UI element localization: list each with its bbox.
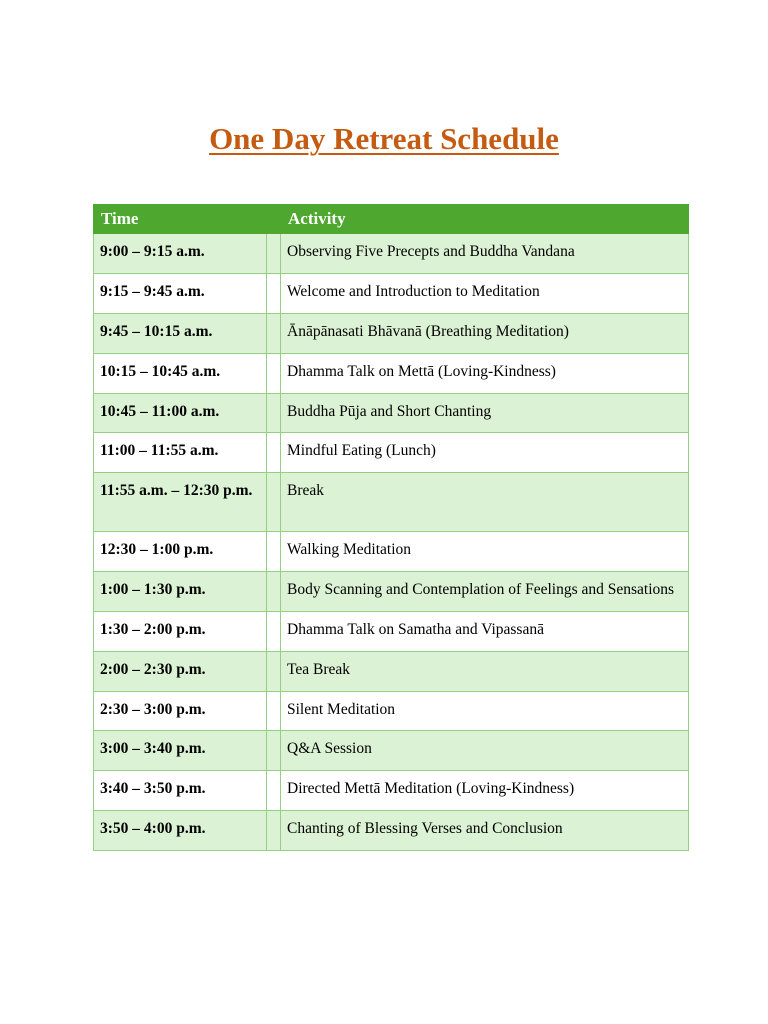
table-row: [94, 532, 689, 572]
time-cell: 10:45 – 11:00 a.m.: [94, 394, 267, 433]
time-cell: 12:30 – 1:00 p.m.: [94, 532, 267, 572]
activity-cell: Directed Mettā Meditation (Loving-Kindness): [281, 771, 689, 811]
activity-cell: Dhamma Talk on Samatha and Vipassanā: [281, 612, 689, 652]
table-row: [94, 274, 689, 314]
spacer-cell: [267, 572, 281, 612]
table-row: [94, 652, 689, 692]
spacer-cell: [267, 354, 281, 394]
spacer-cell: [267, 473, 281, 532]
spacer-cell: [267, 612, 281, 652]
table-row: [94, 394, 689, 433]
time-cell: 10:15 – 10:45 a.m.: [94, 354, 267, 394]
spacer-cell: [267, 314, 281, 354]
column-header-time: Time: [94, 205, 281, 234]
activity-cell: Observing Five Precepts and Buddha Vandana: [281, 234, 689, 274]
spacer-cell: [267, 811, 281, 851]
table-row: [94, 433, 689, 473]
spacer-cell: [267, 692, 281, 731]
activity-cell: Mindful Eating (Lunch): [281, 433, 689, 473]
spacer-cell: [267, 234, 281, 274]
time-cell: 1:00 – 1:30 p.m.: [94, 572, 267, 612]
table-header-row: [94, 205, 689, 234]
activity-cell: Ānāpānasati Bhāvanā (Breathing Meditation): [281, 314, 689, 354]
time-cell: 3:00 – 3:40 p.m.: [94, 731, 267, 771]
activity-cell: Silent Meditation: [281, 692, 689, 731]
activity-cell: Tea Break: [281, 652, 689, 692]
time-cell: 3:50 – 4:00 p.m.: [94, 811, 267, 851]
table-row: [94, 354, 689, 394]
table-row: [94, 771, 689, 811]
spacer-cell: [267, 532, 281, 572]
schedule-body: [94, 234, 689, 851]
time-cell: 9:00 – 9:15 a.m.: [94, 234, 267, 274]
schedule-table: [93, 204, 689, 851]
table-row: [94, 572, 689, 612]
time-cell: 11:00 – 11:55 a.m.: [94, 433, 267, 473]
spacer-cell: [267, 771, 281, 811]
activity-cell: Break: [281, 473, 689, 532]
time-cell: 9:45 – 10:15 a.m.: [94, 314, 267, 354]
table-row: [94, 473, 689, 532]
activity-cell: Q&A Session: [281, 731, 689, 771]
activity-cell: Walking Meditation: [281, 532, 689, 572]
activity-cell: Dhamma Talk on Mettā (Loving-Kindness): [281, 354, 689, 394]
table-row: [94, 612, 689, 652]
activity-cell: Body Scanning and Contemplation of Feelings and Sensations: [281, 572, 689, 612]
page-title-text: One Day Retreat Schedule: [209, 121, 559, 156]
table-row: [94, 234, 689, 274]
time-cell: 1:30 – 2:00 p.m.: [94, 612, 267, 652]
page-title: [0, 119, 768, 159]
table-row: [94, 692, 689, 731]
activity-cell: Chanting of Blessing Verses and Conclusion: [281, 811, 689, 851]
column-header-activity: Activity: [281, 205, 689, 234]
time-cell: 11:55 a.m. – 12:30 p.m.: [94, 473, 267, 532]
time-cell: 2:30 – 3:00 p.m.: [94, 692, 267, 731]
time-cell: 2:00 – 2:30 p.m.: [94, 652, 267, 692]
table-row: [94, 314, 689, 354]
activity-cell: Buddha Pūja and Short Chanting: [281, 394, 689, 433]
table-row: [94, 731, 689, 771]
spacer-cell: [267, 274, 281, 314]
time-cell: 3:40 – 3:50 p.m.: [94, 771, 267, 811]
spacer-cell: [267, 731, 281, 771]
activity-cell: Welcome and Introduction to Meditation: [281, 274, 689, 314]
spacer-cell: [267, 394, 281, 433]
table-row: [94, 811, 689, 851]
spacer-cell: [267, 652, 281, 692]
spacer-cell: [267, 433, 281, 473]
time-cell: 9:15 – 9:45 a.m.: [94, 274, 267, 314]
